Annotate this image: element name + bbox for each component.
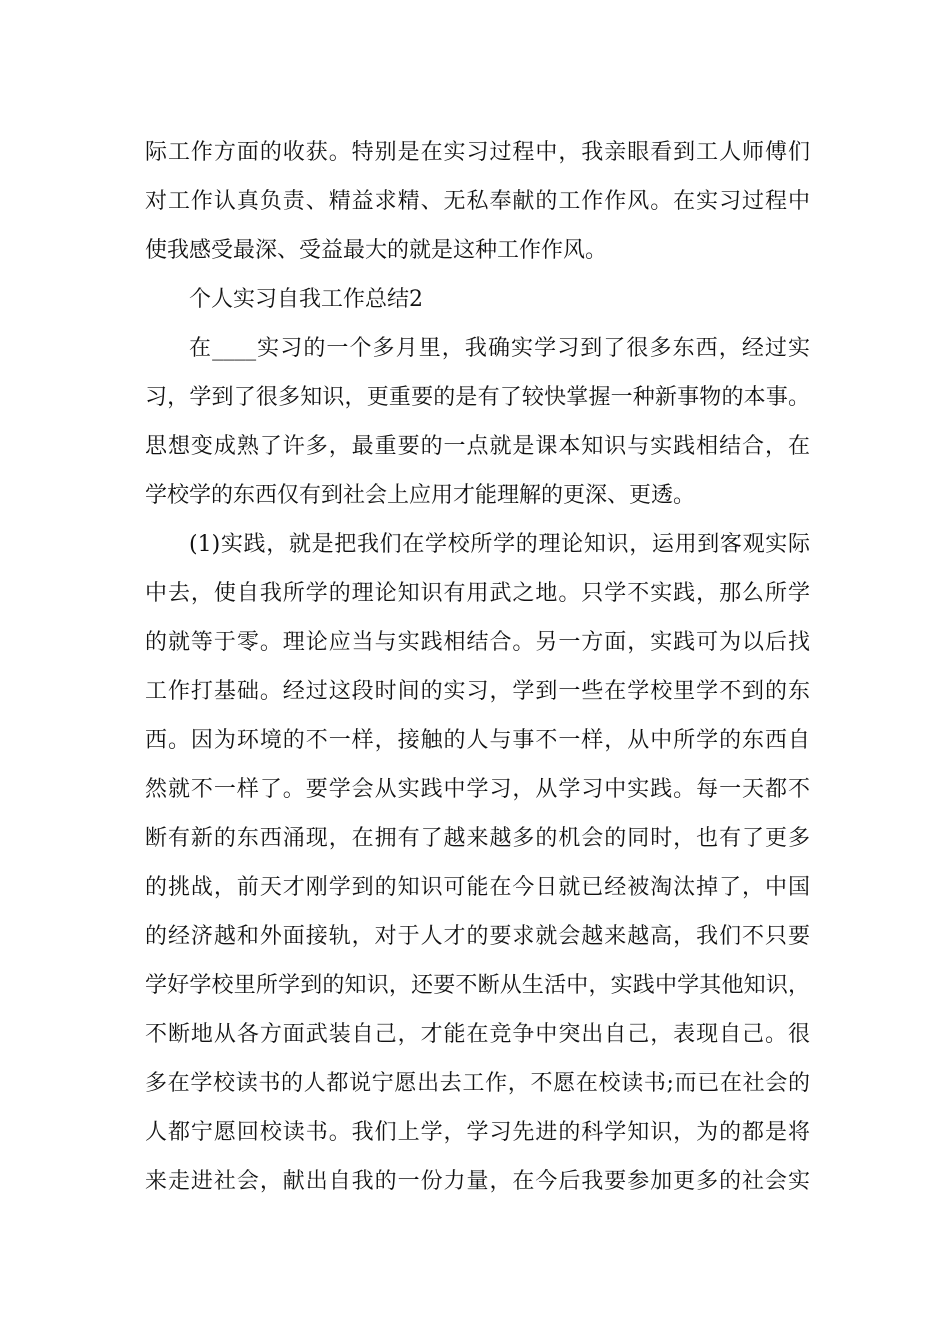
text-line: 人都宁愿回校读书。我们上学，学习先进的科学知识，为的都是将 <box>145 1120 810 1145</box>
text-line: 中去，使自我所学的理论知识有用武之地。只学不实践，那么所学 <box>145 581 810 606</box>
text-line: 的挑战，前天才刚学到的知识可能在今日就已经被淘汰掉了，中国 <box>145 875 810 900</box>
text-line: 学好学校里所学到的知识，还要不断从生活中，实践中学其他知识， <box>145 973 810 998</box>
continuation-paragraph <box>145 128 810 275</box>
section-heading: 个人实习自我工作总结2 <box>189 287 423 312</box>
text-line: 学校学的东西仅有到社会上应用才能理解的更深、更透。 <box>145 483 696 508</box>
text-line: 习，学到了很多知识，更重要的是有了较快掌握一种新事物的本事。 <box>145 385 810 410</box>
text-line: 际工作方面的收获。特别是在实习过程中，我亲眼看到工人师傅们 <box>145 140 810 165</box>
text-line: 工作打基础。经过这段时间的实习，学到一些在学校里学不到的东 <box>145 679 810 704</box>
text-line: 然就不一样了。要学会从实践中学习，从学习中实践。每一天都不 <box>145 777 810 802</box>
text-line: 思想变成熟了许多，最重要的一点就是课本知识与实践相结合，在 <box>145 434 810 459</box>
text-line: 来走进社会，献出自我的一份力量，在今后我要参加更多的社会实 <box>145 1169 810 1194</box>
text-line: 的经济越和外面接轨，对于人才的要求就会越来越高，我们不只要 <box>145 924 810 949</box>
text-line: 断有新的东西涌现，在拥有了越来越多的机会的同时，也有了更多 <box>145 826 810 851</box>
text-line: 西。因为环境的不一样，接触的人与事不一样，从中所学的东西自 <box>145 728 810 753</box>
document-body <box>145 128 810 1206</box>
text-line: 使我感受最深、受益最大的就是这种工作作风。 <box>145 238 608 263</box>
paragraph-2 <box>145 520 810 1206</box>
text-line: 的就等于零。理论应当与实践相结合。另一方面，实践可为以后找 <box>145 630 810 655</box>
paragraph-1 <box>145 324 810 520</box>
text-line: 在____实习的一个多月里，我确实学习到了很多东西，经过实 <box>189 336 810 361</box>
text-line: 不断地从各方面武装自己，才能在竞争中突出自己，表现自己。很 <box>145 1022 810 1047</box>
text-line: 多在学校读书的人都说宁愿出去工作，不愿在校读书;而已在社会的 <box>145 1071 810 1096</box>
text-line: 对工作认真负责、精益求精、无私奉献的工作作风。在实习过程中 <box>145 189 810 214</box>
text-line: (1)实践，就是把我们在学校所学的理论知识，运用到客观实际 <box>189 532 810 557</box>
